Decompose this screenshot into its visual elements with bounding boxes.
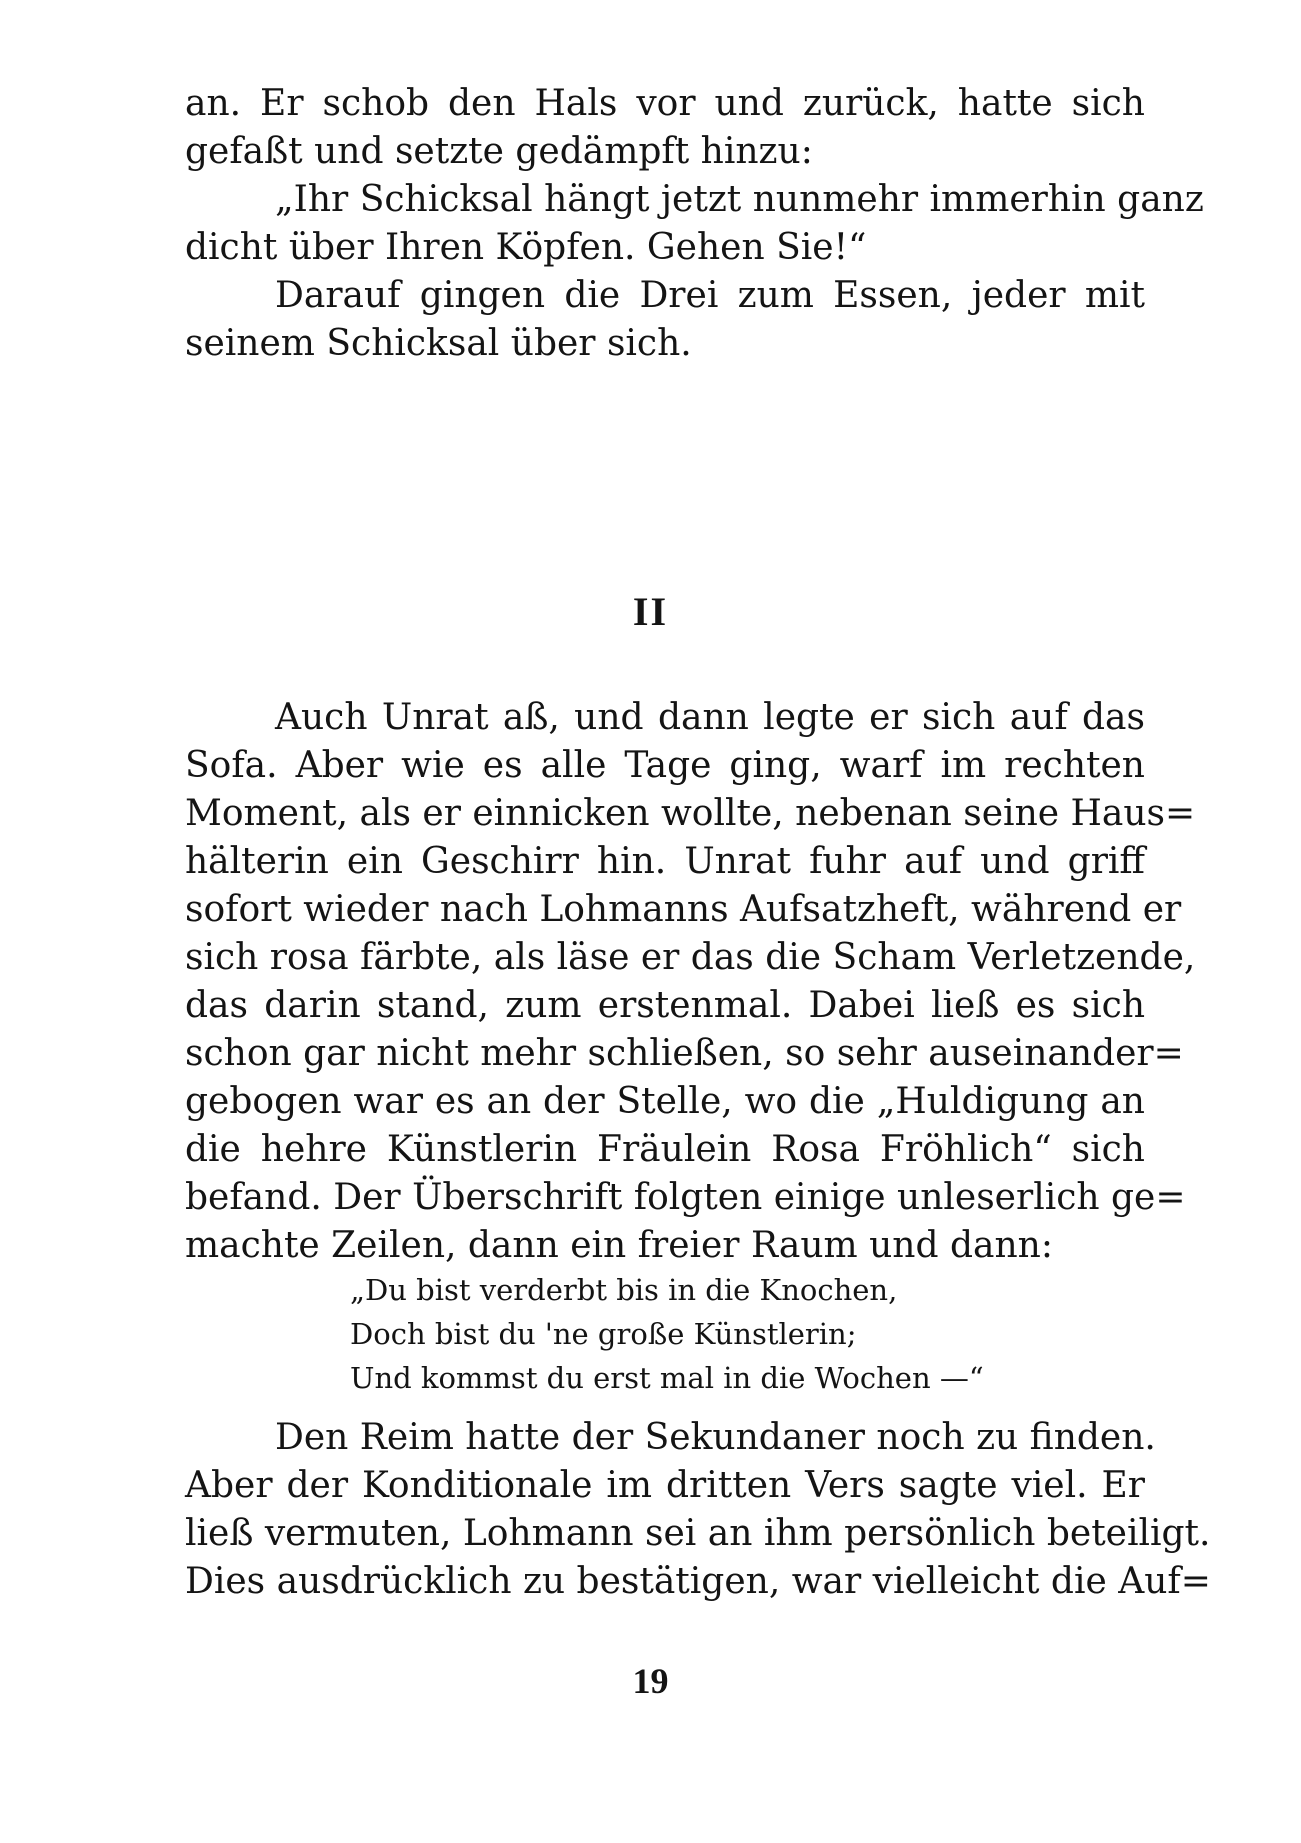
text-line: ließ vermuten, Lohmann sei an ihm persönlich beteiligt. — [185, 1513, 1211, 1554]
text-line: befand. Der Überschrift folgten einige unleserlich ge= — [185, 1177, 1186, 1218]
text-line: Dies ausdrücklich zu bestätigen, war vielleicht die Auf= — [185, 1561, 1211, 1602]
text-line: sich rosa färbte, als läse er das die Scham Verletzende, — [185, 937, 1196, 978]
text-line: Den Reim hatte der Sekundaner noch zu finden. — [275, 1417, 1156, 1458]
text-line: machte Zeilen, dann ein freier Raum und dann: — [185, 1225, 1053, 1266]
text-line: seinem Schicksal über sich. — [185, 323, 692, 364]
text-line: an. Er schob den Hals vor und zurück, hatte sich — [185, 83, 1145, 124]
verse-line: „Du bist verderbt bis in die Knochen, — [350, 1273, 898, 1307]
text-line: schon gar nicht mehr schließen, so sehr auseinander= — [185, 1033, 1184, 1074]
text-line: das darin stand, zum erstenmal. Dabei ließ es sich — [185, 985, 1145, 1026]
text-line: „Ihr Schicksal hängt jetzt nunmehr immerhin ganz — [275, 179, 1204, 220]
chapter-heading: II — [632, 589, 669, 634]
text-line: hälterin ein Geschirr hin. Unrat fuhr auf und griff — [185, 841, 1145, 882]
text-line: gebogen war es an der Stelle, wo die „Huldigung an — [185, 1081, 1145, 1122]
text-line: dicht über Ihren Köpfen. Gehen Sie!“ — [185, 227, 867, 268]
text-line: Moment, als er einnicken wollte, nebenan seine Haus= — [185, 793, 1196, 834]
text-line: Aber der Konditionale im dritten Vers sagte viel. Er — [185, 1465, 1145, 1506]
verse-line: Doch bist du 'ne große Künstlerin; — [350, 1317, 857, 1351]
text-line: Sofa. Aber wie es alle Tage ging, warf im rechten — [185, 745, 1145, 786]
page-number: 19 — [632, 1661, 669, 1701]
text-line: Auch Unrat aß, und dann legte er sich auf das — [275, 697, 1145, 738]
text-line: sofort wieder nach Lohmanns Aufsatzheft, während er — [185, 889, 1182, 930]
text-line: Darauf gingen die Drei zum Essen, jeder mit — [275, 275, 1145, 316]
verse-line: Und kommst du erst mal in die Wochen —“ — [350, 1361, 984, 1395]
text-line: die hehre Künstlerin Fräulein Rosa Fröhlich“ sich — [185, 1129, 1145, 1170]
text-line: gefaßt und setzte gedämpft hinzu: — [185, 131, 813, 172]
